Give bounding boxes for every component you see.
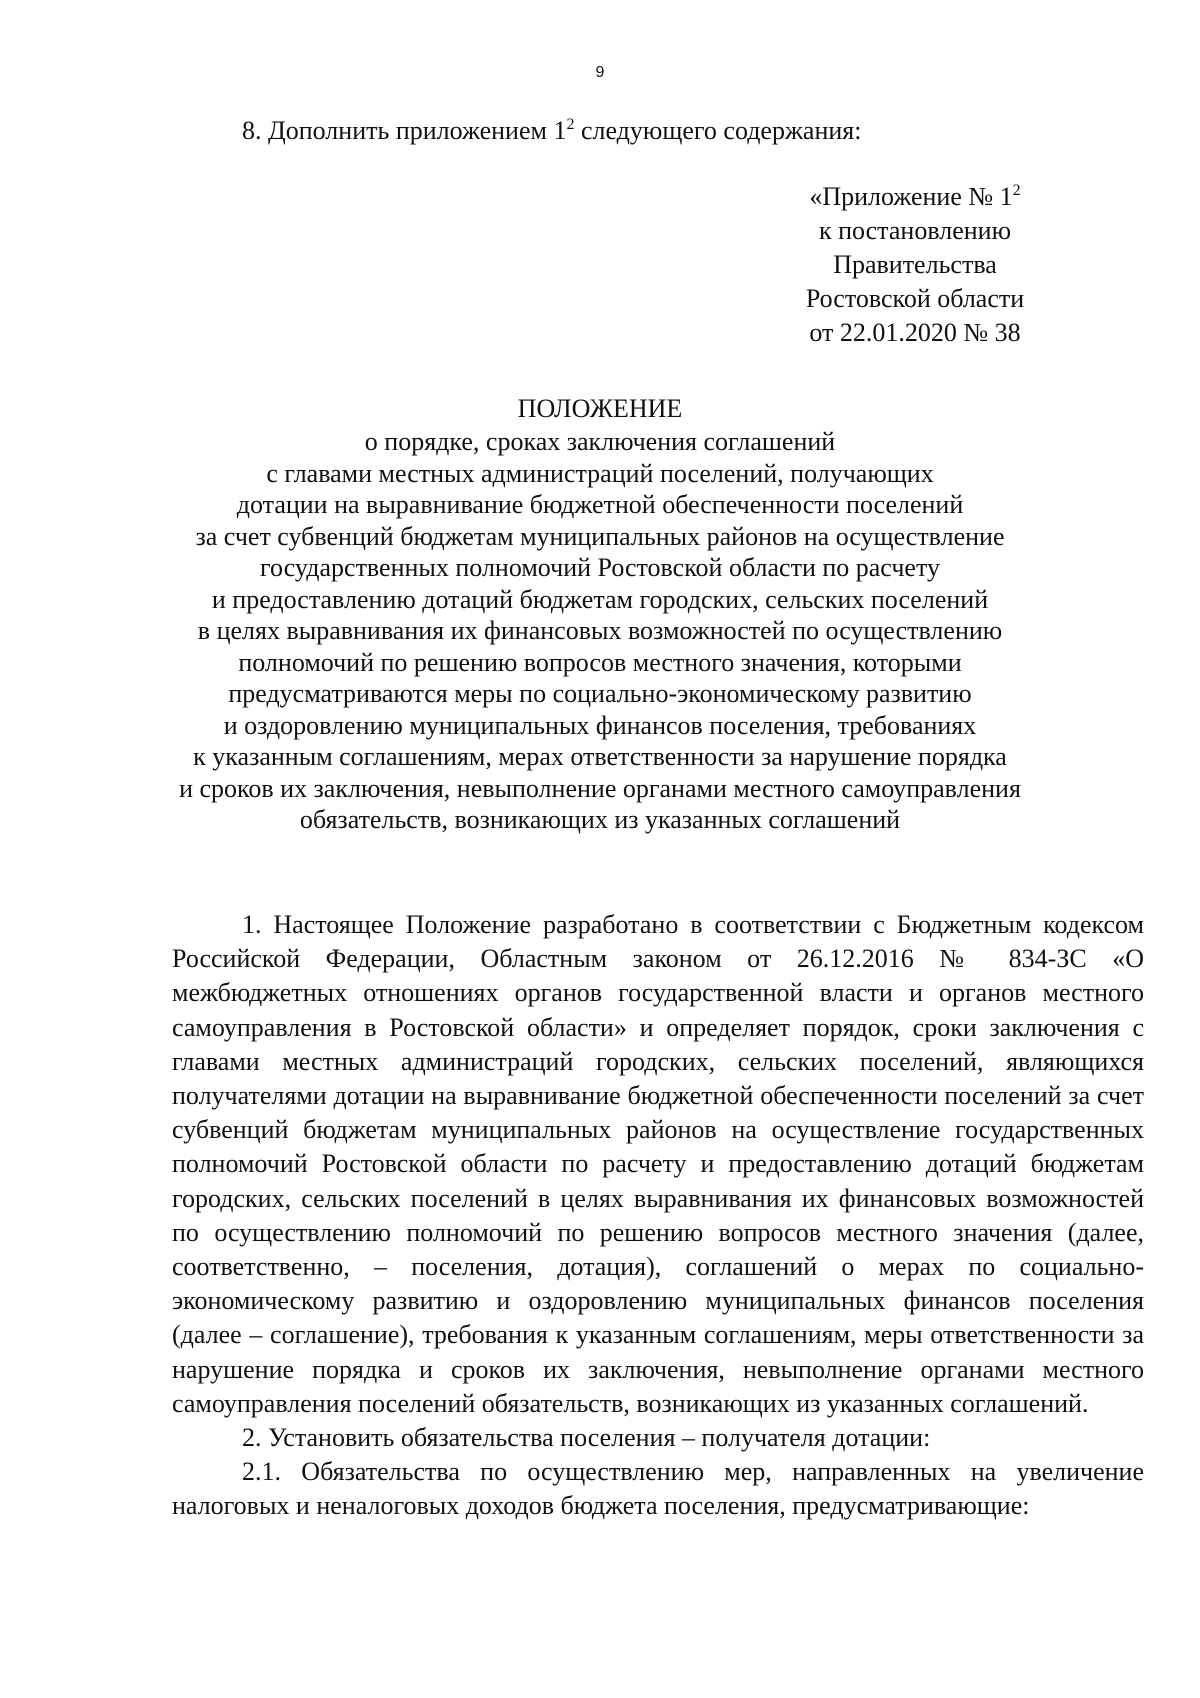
subtitle-line: и оздоровлению муниципальных финансов поселения, требованиях <box>223 710 977 740</box>
amendment-intro-text: 8. Дополнить приложением 1 <box>242 116 567 145</box>
subtitle-line: с главами местных администраций поселений, получающих <box>266 458 934 488</box>
document-subtitle <box>150 426 1050 836</box>
attachment-line-1: «Приложение № $1^2$ <box>809 182 1021 211</box>
amendment-intro <box>242 114 861 148</box>
subtitle-line: обязательств, возникающих из указанных соглашений <box>299 805 901 834</box>
document-heading: ПОЛОЖЕНИЕ <box>517 394 683 423</box>
document-body <box>172 908 1144 1524</box>
page-number: 9 <box>595 64 605 81</box>
subtitle-line: за счет субвенций бюджетам муниципальных районов на осуществление <box>195 521 1005 551</box>
subtitle-line: и сроков их заключения, невыполнение органами местного самоуправления <box>179 773 1021 803</box>
paragraph-1: 1. Настоящее Положение разработано в соответствии с Бюджетным кодексом Российской Федерации, Областным законом от 26.12.2016 № 834-ЗС «О межбюджетных отношениях органов государственной власти и органов местного самоуправления в Ростовской области» и определяет порядок, сроки заключения с главами местных администраций городских, сельских поселений, являющихся получателями дотации на выравнивание бюджетной обеспеченности поселений за счет субвенций бюджетам муниципальных районов на осуществление государственных полномочий Ростовской области по расчету и предоставлению дотаций бюджетам городских, сельских поселений в целях выравнивания их финансовых возможностей по осуществлению полномочий по решению вопросов местного значения (далее, соответственно, – поселения, дотация), соглашений о мерах по социально-экономическому развитию и оздоровлению муниципальных финансов поселения (далее – соглашение), требования к указанным соглашениям, меры ответственности за нарушение порядка и сроков их заключения, невыполнение органами местного самоуправления поселений обязательств, возникающих из указанных соглашений. <box>172 910 1144 1418</box>
attachment-line-2: к постановлению <box>818 216 1012 245</box>
attachment-header <box>790 180 1040 350</box>
subtitle-line: дотации на выравнивание бюджетной обеспеченности поселений <box>236 490 964 519</box>
attachment-line-3: Правительства <box>833 250 997 279</box>
paragraph-2: 2. Установить обязательства поселения – получателя дотации: <box>242 1423 931 1453</box>
subtitle-line: и предоставлению дотаций бюджетам городских, сельских поселений <box>211 584 989 614</box>
amendment-intro-superscript: 2 <box>566 116 575 133</box>
attachment-line-5: от 22.01.2020 № 38 <box>809 318 1021 347</box>
subtitle-line: о порядке, сроках заключения соглашений <box>364 427 836 456</box>
subtitle-line: к указанным соглашениям, мерах ответственности за нарушение порядка <box>193 742 1007 771</box>
paragraph-2-1: 2.1. Обязательства по осуществлению мер, направленных на увеличение налоговых и неналоговых доходов бюджета поселения, предусматривающие: <box>172 1457 1144 1521</box>
subtitle-line: полномочий по решению вопросов местного значения, которыми <box>238 647 962 677</box>
subtitle-line: в целях выравнивания их финансовых возможностей по осуществлению <box>197 616 1003 645</box>
attachment-line-4: Ростовской области <box>805 284 1025 313</box>
amendment-intro-suffix: следующего содержания: <box>574 116 862 145</box>
subtitle-line: государственных полномочий Ростовской области по расчету <box>260 553 940 582</box>
attachment-superscript: 2 <box>1012 182 1021 199</box>
subtitle-line: предусматриваются меры по социально-экономическому развитию <box>228 679 972 708</box>
